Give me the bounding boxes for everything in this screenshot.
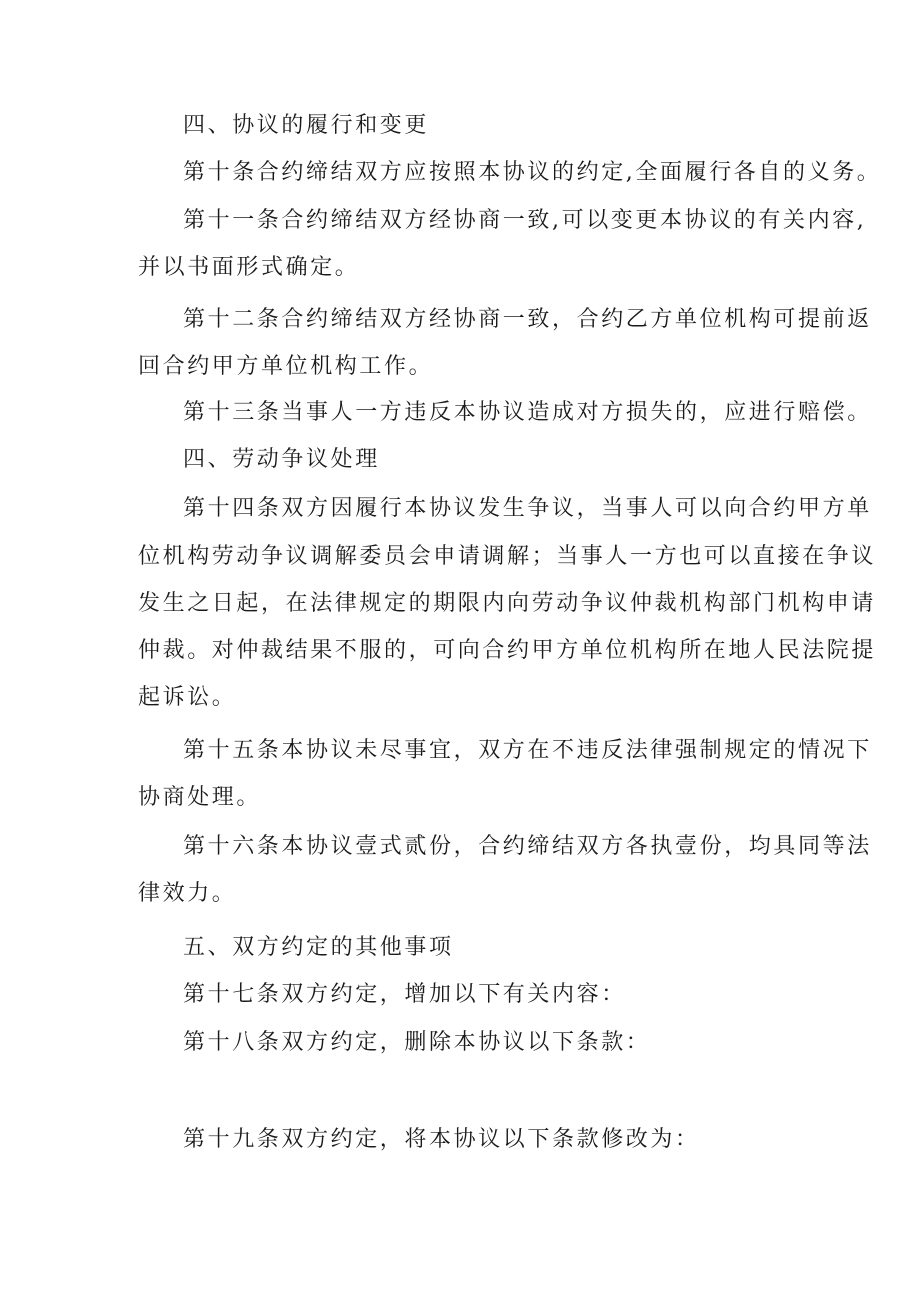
article-11-line-1: 第十一条合约缔结双方经协商一致,可以变更本协议的有关内容, [183, 208, 867, 233]
article-14-line-2: 位机构劳动争议调解委员会申请调解；当事人一方也可以直接在争议 [138, 544, 877, 569]
article-11-line-2: 并以书面形式确定。 [138, 255, 360, 280]
article-16-line-1: 第十六条本协议壹式贰份，合约缔结双方各执壹份，均具同等法 [183, 834, 872, 859]
article-14-line-5: 起诉讼。 [138, 685, 237, 710]
section-heading: 四、协议的履行和变更 [183, 113, 430, 138]
article-14-line-4: 仲裁。对仲裁结果不服的，可向合约甲方单位机构所在地人民法院提 [138, 638, 877, 663]
article-12-line-2: 回合约甲方单位机构工作。 [138, 354, 434, 379]
article-14-line-3: 发生之日起，在法律规定的期限内向劳动争议仲裁机构部门机构申请 [138, 591, 877, 616]
article-14-line-1: 第十四条双方因履行本协议发生争议，当事人可以向合约甲方单 [183, 496, 872, 521]
article-13: 第十三条当事人一方违反本协议造成对方损失的，应进行赔偿。 [183, 400, 872, 425]
article-18: 第十八条双方约定，删除本协议以下条款： [183, 1030, 651, 1055]
section-heading: 四、劳动争议处理 [183, 447, 380, 472]
article-12-line-1: 第十二条合约缔结双方经协商一致，合约乙方单位机构可提前返 [183, 307, 872, 332]
article-15-line-2: 协商处理。 [138, 785, 262, 810]
article-17: 第十七条双方约定，增加以下有关内容： [183, 982, 626, 1007]
article-10: 第十条合约缔结双方应按照本协议的约定,全面履行各自的义务。 [183, 160, 882, 185]
section-heading: 五、双方约定的其他事项 [183, 935, 454, 960]
article-19: 第十九条双方约定，将本协议以下条款修改为： [183, 1127, 700, 1152]
article-16-line-2: 律效力。 [138, 881, 237, 906]
article-15-line-1: 第十五条本协议未尽事宜，双方在不违反法律强制规定的情况下 [183, 738, 872, 763]
